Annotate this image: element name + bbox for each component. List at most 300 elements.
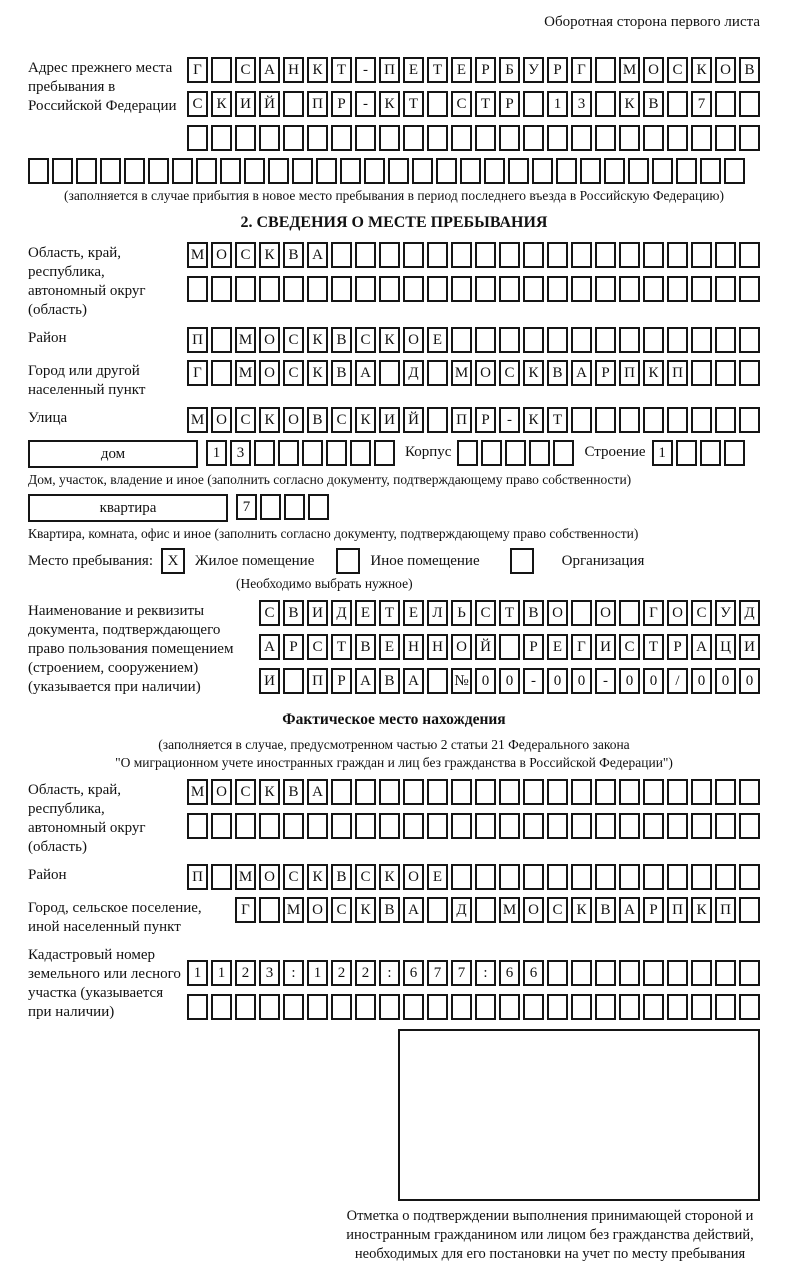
char-cell[interactable] — [427, 276, 448, 302]
char-cell[interactable]: С — [499, 360, 520, 386]
confirmation-mark-box[interactable] — [398, 1029, 760, 1201]
char-cell[interactable]: К — [259, 407, 280, 433]
char-cell[interactable] — [427, 91, 448, 117]
char-cell[interactable] — [739, 276, 760, 302]
char-cell[interactable]: Р — [643, 897, 664, 923]
char-cell[interactable]: 0 — [643, 668, 664, 694]
char-cell[interactable] — [571, 242, 592, 268]
char-cell[interactable]: К — [619, 91, 640, 117]
char-cell[interactable]: С — [235, 57, 256, 83]
char-cell[interactable] — [739, 994, 760, 1020]
char-cell[interactable] — [475, 813, 496, 839]
char-cell[interactable] — [529, 440, 550, 466]
char-cell[interactable] — [595, 813, 616, 839]
char-cell[interactable] — [523, 327, 544, 353]
char-cell[interactable]: В — [283, 600, 304, 626]
char-cell[interactable] — [259, 897, 280, 923]
char-cell[interactable]: И — [235, 91, 256, 117]
char-cell[interactable]: О — [643, 57, 664, 83]
char-cell[interactable] — [619, 994, 640, 1020]
char-cell[interactable]: С — [547, 897, 568, 923]
char-cell[interactable] — [403, 276, 424, 302]
char-cell[interactable]: К — [571, 897, 592, 923]
char-cell[interactable] — [643, 813, 664, 839]
char-cell[interactable]: К — [379, 91, 400, 117]
char-cell[interactable] — [571, 960, 592, 986]
char-cell[interactable] — [547, 327, 568, 353]
char-cell[interactable] — [187, 994, 208, 1020]
char-cell[interactable]: К — [259, 242, 280, 268]
char-cell[interactable]: В — [379, 668, 400, 694]
char-cell[interactable] — [523, 91, 544, 117]
char-cell[interactable]: 3 — [571, 91, 592, 117]
char-cell[interactable] — [283, 668, 304, 694]
char-cell[interactable]: Е — [403, 600, 424, 626]
char-cell[interactable]: Е — [379, 634, 400, 660]
char-cell[interactable] — [739, 864, 760, 890]
char-cell[interactable] — [595, 242, 616, 268]
char-cell[interactable]: О — [211, 407, 232, 433]
char-cell[interactable] — [724, 440, 745, 466]
char-cell[interactable]: 0 — [499, 668, 520, 694]
char-cell[interactable]: М — [619, 57, 640, 83]
char-cell[interactable] — [619, 779, 640, 805]
char-cell[interactable] — [436, 158, 457, 184]
char-cell[interactable] — [379, 360, 400, 386]
char-cell[interactable] — [427, 242, 448, 268]
char-cell[interactable]: О — [523, 897, 544, 923]
char-cell[interactable]: Е — [427, 864, 448, 890]
char-cell[interactable]: В — [547, 360, 568, 386]
char-cell[interactable] — [547, 960, 568, 986]
char-cell[interactable] — [364, 158, 385, 184]
char-cell[interactable]: И — [379, 407, 400, 433]
char-cell[interactable] — [355, 242, 376, 268]
char-cell[interactable]: 3 — [230, 440, 251, 466]
char-cell[interactable] — [595, 407, 616, 433]
char-cell[interactable] — [667, 813, 688, 839]
char-cell[interactable] — [259, 813, 280, 839]
char-cell[interactable]: М — [187, 242, 208, 268]
char-cell[interactable] — [553, 440, 574, 466]
char-cell[interactable] — [652, 158, 673, 184]
char-cell[interactable]: А — [355, 668, 376, 694]
char-cell[interactable]: 3 — [259, 960, 280, 986]
char-cell[interactable] — [715, 276, 736, 302]
char-cell[interactable] — [691, 779, 712, 805]
char-cell[interactable] — [667, 960, 688, 986]
char-cell[interactable]: А — [355, 360, 376, 386]
char-cell[interactable] — [283, 994, 304, 1020]
char-cell[interactable] — [505, 440, 526, 466]
char-cell[interactable]: О — [547, 600, 568, 626]
char-cell[interactable] — [331, 813, 352, 839]
char-cell[interactable] — [308, 494, 329, 520]
char-cell[interactable]: Т — [427, 57, 448, 83]
char-cell[interactable]: П — [619, 360, 640, 386]
char-cell[interactable] — [667, 327, 688, 353]
char-cell[interactable] — [739, 779, 760, 805]
char-cell[interactable]: - — [355, 57, 376, 83]
char-cell[interactable]: Т — [499, 600, 520, 626]
char-cell[interactable]: А — [619, 897, 640, 923]
char-cell[interactable]: П — [379, 57, 400, 83]
char-cell[interactable] — [475, 327, 496, 353]
char-cell[interactable] — [691, 994, 712, 1020]
char-cell[interactable] — [700, 440, 721, 466]
char-cell[interactable]: О — [451, 634, 472, 660]
char-cell[interactable]: Р — [547, 57, 568, 83]
char-cell[interactable]: Г — [643, 600, 664, 626]
char-cell[interactable] — [331, 779, 352, 805]
char-cell[interactable]: П — [451, 407, 472, 433]
char-cell[interactable] — [715, 360, 736, 386]
char-cell[interactable] — [499, 634, 520, 660]
char-cell[interactable] — [700, 158, 721, 184]
char-cell[interactable] — [283, 813, 304, 839]
char-cell[interactable]: 2 — [355, 960, 376, 986]
char-cell[interactable] — [547, 125, 568, 151]
char-cell[interactable] — [340, 158, 361, 184]
char-cell[interactable]: № — [451, 668, 472, 694]
char-cell[interactable]: 1 — [547, 91, 568, 117]
char-cell[interactable] — [211, 813, 232, 839]
char-cell[interactable] — [571, 779, 592, 805]
char-cell[interactable] — [316, 158, 337, 184]
char-cell[interactable] — [307, 994, 328, 1020]
char-cell[interactable]: К — [523, 407, 544, 433]
char-cell[interactable] — [307, 813, 328, 839]
char-cell[interactable]: С — [187, 91, 208, 117]
char-cell[interactable]: 0 — [547, 668, 568, 694]
char-cell[interactable] — [619, 813, 640, 839]
char-cell[interactable]: П — [307, 91, 328, 117]
char-cell[interactable] — [52, 158, 73, 184]
char-cell[interactable] — [235, 813, 256, 839]
char-cell[interactable]: К — [691, 57, 712, 83]
char-cell[interactable] — [403, 779, 424, 805]
char-cell[interactable] — [331, 276, 352, 302]
char-cell[interactable] — [619, 960, 640, 986]
char-cell[interactable] — [715, 779, 736, 805]
char-cell[interactable] — [556, 158, 577, 184]
char-cell[interactable]: К — [379, 327, 400, 353]
char-cell[interactable] — [331, 994, 352, 1020]
char-cell[interactable]: К — [523, 360, 544, 386]
char-cell[interactable] — [475, 994, 496, 1020]
char-cell[interactable] — [388, 158, 409, 184]
char-cell[interactable] — [307, 125, 328, 151]
char-cell[interactable] — [595, 994, 616, 1020]
char-cell[interactable] — [187, 813, 208, 839]
char-cell[interactable]: К — [307, 57, 328, 83]
char-cell[interactable] — [475, 779, 496, 805]
char-cell[interactable]: 0 — [619, 668, 640, 694]
char-cell[interactable] — [508, 158, 529, 184]
char-cell[interactable] — [427, 897, 448, 923]
char-cell[interactable] — [547, 813, 568, 839]
char-cell[interactable]: С — [235, 242, 256, 268]
char-cell[interactable] — [571, 125, 592, 151]
char-cell[interactable] — [715, 994, 736, 1020]
char-cell[interactable]: О — [307, 897, 328, 923]
char-cell[interactable] — [260, 494, 281, 520]
char-cell[interactable]: Г — [571, 57, 592, 83]
char-cell[interactable] — [571, 600, 592, 626]
char-cell[interactable]: 6 — [499, 960, 520, 986]
char-cell[interactable] — [254, 440, 275, 466]
char-cell[interactable] — [691, 327, 712, 353]
char-cell[interactable]: Е — [355, 600, 376, 626]
char-cell[interactable]: И — [595, 634, 616, 660]
char-cell[interactable]: У — [715, 600, 736, 626]
char-cell[interactable] — [739, 360, 760, 386]
char-cell[interactable] — [427, 668, 448, 694]
char-cell[interactable]: О — [667, 600, 688, 626]
char-cell[interactable]: В — [379, 897, 400, 923]
char-cell[interactable] — [76, 158, 97, 184]
char-cell[interactable] — [451, 276, 472, 302]
char-cell[interactable] — [643, 407, 664, 433]
char-cell[interactable]: 0 — [715, 668, 736, 694]
char-cell[interactable] — [355, 779, 376, 805]
char-cell[interactable]: П — [715, 897, 736, 923]
char-cell[interactable]: П — [667, 360, 688, 386]
char-cell[interactable]: С — [355, 864, 376, 890]
char-cell[interactable]: М — [187, 407, 208, 433]
char-cell[interactable] — [427, 994, 448, 1020]
char-cell[interactable]: У — [523, 57, 544, 83]
char-cell[interactable] — [643, 327, 664, 353]
char-cell[interactable] — [283, 125, 304, 151]
char-cell[interactable]: С — [475, 600, 496, 626]
char-cell[interactable]: А — [259, 57, 280, 83]
char-cell[interactable] — [619, 327, 640, 353]
char-cell[interactable]: Н — [427, 634, 448, 660]
char-cell[interactable]: Ь — [451, 600, 472, 626]
char-cell[interactable] — [355, 276, 376, 302]
char-cell[interactable] — [457, 440, 478, 466]
char-cell[interactable] — [499, 864, 520, 890]
char-cell[interactable] — [667, 864, 688, 890]
char-cell[interactable]: Р — [283, 634, 304, 660]
char-cell[interactable] — [619, 864, 640, 890]
char-cell[interactable]: К — [211, 91, 232, 117]
char-cell[interactable] — [532, 158, 553, 184]
char-cell[interactable] — [499, 242, 520, 268]
char-cell[interactable]: Т — [379, 600, 400, 626]
char-cell[interactable]: 6 — [403, 960, 424, 986]
char-cell[interactable] — [379, 276, 400, 302]
char-cell[interactable]: А — [403, 668, 424, 694]
char-cell[interactable]: Л — [427, 600, 448, 626]
char-cell[interactable] — [571, 407, 592, 433]
char-cell[interactable] — [715, 864, 736, 890]
char-cell[interactable]: С — [259, 600, 280, 626]
char-cell[interactable]: Д — [451, 897, 472, 923]
char-cell[interactable]: К — [355, 407, 376, 433]
char-cell[interactable]: П — [307, 668, 328, 694]
char-cell[interactable] — [235, 276, 256, 302]
char-cell[interactable]: Р — [475, 407, 496, 433]
char-cell[interactable]: Г — [187, 57, 208, 83]
char-cell[interactable] — [724, 158, 745, 184]
char-cell[interactable]: О — [475, 360, 496, 386]
char-cell[interactable] — [595, 276, 616, 302]
char-cell[interactable]: М — [451, 360, 472, 386]
char-cell[interactable] — [481, 440, 502, 466]
char-cell[interactable]: Р — [523, 634, 544, 660]
char-cell[interactable] — [595, 125, 616, 151]
char-cell[interactable] — [374, 440, 395, 466]
char-cell[interactable] — [475, 897, 496, 923]
char-cell[interactable]: А — [691, 634, 712, 660]
char-cell[interactable] — [499, 994, 520, 1020]
char-cell[interactable]: 2 — [331, 960, 352, 986]
char-cell[interactable] — [523, 242, 544, 268]
char-cell[interactable]: Н — [403, 634, 424, 660]
char-cell[interactable]: - — [595, 668, 616, 694]
char-cell[interactable] — [691, 813, 712, 839]
char-cell[interactable] — [739, 242, 760, 268]
char-cell[interactable] — [499, 813, 520, 839]
char-cell[interactable] — [403, 994, 424, 1020]
char-cell[interactable]: О — [595, 600, 616, 626]
char-cell[interactable] — [739, 91, 760, 117]
char-cell[interactable]: 1 — [652, 440, 673, 466]
char-cell[interactable]: В — [595, 897, 616, 923]
char-cell[interactable] — [355, 813, 376, 839]
char-cell[interactable] — [187, 125, 208, 151]
char-cell[interactable] — [172, 158, 193, 184]
char-cell[interactable] — [667, 91, 688, 117]
char-cell[interactable]: М — [499, 897, 520, 923]
char-cell[interactable]: - — [499, 407, 520, 433]
char-cell[interactable] — [523, 125, 544, 151]
char-cell[interactable] — [427, 360, 448, 386]
char-cell[interactable]: : — [283, 960, 304, 986]
char-cell[interactable] — [211, 276, 232, 302]
char-cell[interactable] — [451, 994, 472, 1020]
char-cell[interactable]: Й — [475, 634, 496, 660]
char-cell[interactable]: 1 — [187, 960, 208, 986]
char-cell[interactable] — [259, 994, 280, 1020]
char-cell[interactable] — [547, 276, 568, 302]
char-cell[interactable]: 1 — [211, 960, 232, 986]
char-cell[interactable] — [739, 407, 760, 433]
char-cell[interactable]: : — [379, 960, 400, 986]
char-cell[interactable] — [628, 158, 649, 184]
char-cell[interactable] — [595, 864, 616, 890]
char-cell[interactable] — [739, 125, 760, 151]
char-cell[interactable] — [278, 440, 299, 466]
char-cell[interactable] — [643, 276, 664, 302]
char-cell[interactable] — [691, 407, 712, 433]
char-cell[interactable]: К — [691, 897, 712, 923]
char-cell[interactable] — [211, 327, 232, 353]
char-cell[interactable] — [571, 327, 592, 353]
char-cell[interactable] — [715, 813, 736, 839]
char-cell[interactable]: Т — [475, 91, 496, 117]
char-cell[interactable]: - — [355, 91, 376, 117]
char-cell[interactable] — [643, 779, 664, 805]
char-cell[interactable] — [547, 242, 568, 268]
char-cell[interactable] — [595, 57, 616, 83]
char-cell[interactable] — [523, 779, 544, 805]
char-cell[interactable]: С — [667, 57, 688, 83]
char-cell[interactable]: Г — [571, 634, 592, 660]
char-cell[interactable] — [331, 125, 352, 151]
char-cell[interactable]: О — [283, 407, 304, 433]
char-cell[interactable]: Д — [739, 600, 760, 626]
char-cell[interactable]: Г — [235, 897, 256, 923]
char-cell[interactable]: О — [259, 360, 280, 386]
char-cell[interactable]: Т — [403, 91, 424, 117]
char-cell[interactable]: Р — [499, 91, 520, 117]
char-cell[interactable] — [547, 779, 568, 805]
char-cell[interactable]: 0 — [475, 668, 496, 694]
char-cell[interactable] — [619, 600, 640, 626]
char-cell[interactable] — [595, 327, 616, 353]
char-cell[interactable] — [691, 960, 712, 986]
char-cell[interactable] — [499, 125, 520, 151]
char-cell[interactable] — [523, 813, 544, 839]
char-cell[interactable]: О — [715, 57, 736, 83]
char-cell[interactable] — [739, 327, 760, 353]
char-cell[interactable]: Д — [403, 360, 424, 386]
char-cell[interactable] — [643, 960, 664, 986]
char-cell[interactable] — [595, 91, 616, 117]
char-cell[interactable] — [676, 158, 697, 184]
char-cell[interactable]: В — [283, 779, 304, 805]
house-type-box[interactable]: дом — [28, 440, 198, 468]
char-cell[interactable] — [28, 158, 49, 184]
char-cell[interactable] — [326, 440, 347, 466]
char-cell[interactable] — [571, 276, 592, 302]
char-cell[interactable]: Р — [475, 57, 496, 83]
char-cell[interactable]: 7 — [427, 960, 448, 986]
char-cell[interactable]: С — [619, 634, 640, 660]
char-cell[interactable] — [460, 158, 481, 184]
char-cell[interactable] — [475, 125, 496, 151]
char-cell[interactable] — [350, 440, 371, 466]
char-cell[interactable]: Т — [331, 57, 352, 83]
char-cell[interactable] — [739, 960, 760, 986]
char-cell[interactable]: Е — [547, 634, 568, 660]
char-cell[interactable]: К — [307, 327, 328, 353]
char-cell[interactable] — [124, 158, 145, 184]
char-cell[interactable]: 0 — [739, 668, 760, 694]
char-cell[interactable] — [403, 813, 424, 839]
char-cell[interactable] — [643, 994, 664, 1020]
char-cell[interactable] — [451, 125, 472, 151]
char-cell[interactable] — [427, 779, 448, 805]
residential-checkbox[interactable]: X — [161, 548, 185, 574]
char-cell[interactable] — [284, 494, 305, 520]
char-cell[interactable]: С — [235, 779, 256, 805]
char-cell[interactable] — [379, 242, 400, 268]
char-cell[interactable]: Й — [259, 91, 280, 117]
char-cell[interactable] — [379, 125, 400, 151]
char-cell[interactable] — [523, 864, 544, 890]
char-cell[interactable] — [715, 125, 736, 151]
char-cell[interactable] — [619, 125, 640, 151]
char-cell[interactable]: 0 — [691, 668, 712, 694]
char-cell[interactable] — [259, 125, 280, 151]
char-cell[interactable]: К — [643, 360, 664, 386]
char-cell[interactable]: Г — [187, 360, 208, 386]
char-cell[interactable]: К — [355, 897, 376, 923]
